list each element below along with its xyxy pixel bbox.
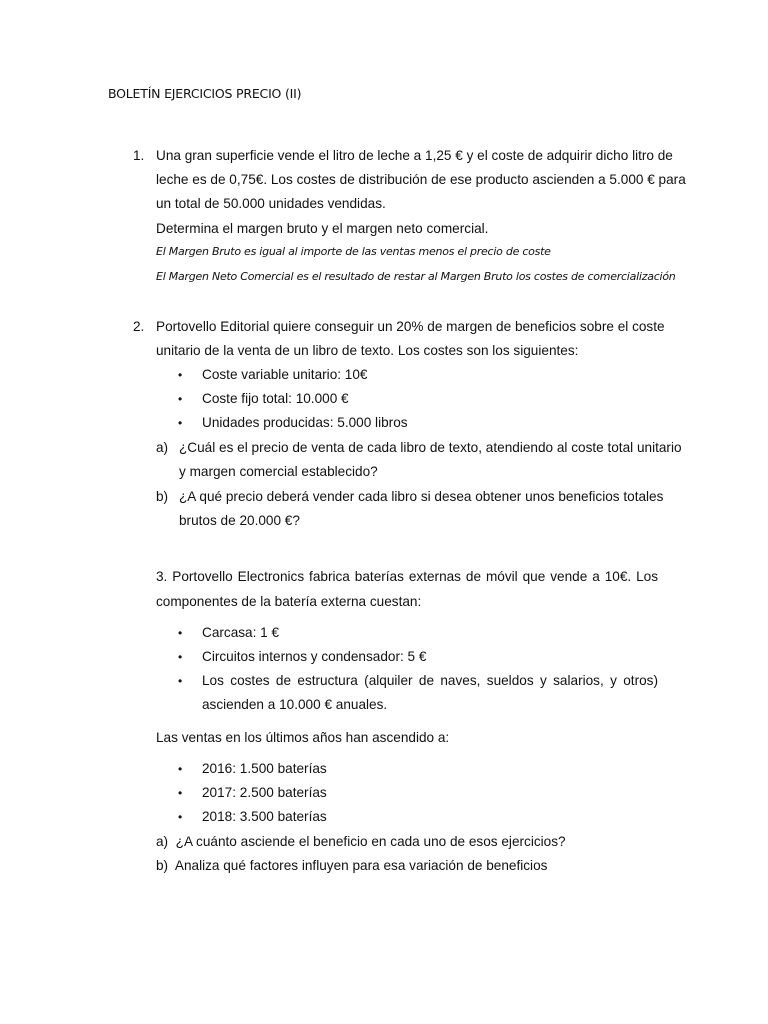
- exercise-3-sales-2017: 2017: 2.500 baterías: [202, 785, 327, 800]
- exercise-2-question-a-line-1: [179, 439, 682, 457]
- exercise-3-bullet-3-text-1: Los costes de estructura (alquiler de naves, sueldos y salarios, y otros): [202, 673, 658, 688]
- exercise-1-line-1: [156, 147, 673, 165]
- exercise-3-text-1: 3. Portovello Electronics fabrica baterías externas de móvil que vende a 10€. Los: [156, 569, 658, 584]
- exercise-1-number: 1.: [133, 148, 145, 163]
- bullet: •: [178, 786, 183, 800]
- exercise-1-line-4: Determina el margen bruto y el margen neto comercial.: [156, 221, 489, 236]
- exercise-1-line-3: un total de 50.000 unidades vendidas.: [156, 196, 386, 211]
- exercise-2-bullet-1: Coste variable unitario: 10€: [202, 367, 368, 382]
- exercise-3-sales-intro: Las ventas en los últimos años han ascendido a:: [156, 730, 450, 745]
- bullet: •: [178, 762, 183, 776]
- exercise-2-number: 2.: [133, 319, 145, 334]
- exercise-2-line-1: [156, 318, 665, 336]
- exercise-2-bullet-3: Unidades producidas: 5.000 libros: [202, 415, 408, 430]
- exercise-3-line-1: [156, 568, 658, 586]
- exercise-2-text-1: Portovello Editorial quiere conseguir un 20% de margen de beneficios sobre el coste: [156, 319, 665, 334]
- bullet: •: [178, 650, 183, 664]
- exercise-2-question-a-text-1: ¿Cuál es el precio de venta de cada libro de texto, atendiendo al coste total unitario: [179, 440, 682, 455]
- exercise-3-sales-2016: 2016: 1.500 baterías: [202, 761, 327, 776]
- exercise-1-note-2: El Margen Neto Comercial es el resultado de restar al Margen Bruto los costes de comercialización: [156, 270, 676, 283]
- exercise-3-bullet-2: Circuitos internos y condensador: 5 €: [202, 649, 427, 664]
- exercise-2-question-a-label: a): [156, 440, 169, 455]
- exercise-2-line-2: unitario de la venta de un libro de texto. Los costes son los siguientes:: [156, 343, 579, 358]
- exercise-2-question-b-label: b): [156, 489, 169, 504]
- exercise-3-bullet-3-line-1: [202, 672, 658, 690]
- exercise-1-text-1: Una gran superficie vende el litro de leche a 1,25 € y el coste de adquirir dicho litro de: [156, 148, 673, 163]
- exercise-2-question-a-line-2: y margen comercial establecido?: [179, 464, 378, 479]
- bullet: •: [178, 626, 183, 640]
- exercise-3-line-2: componentes de la batería externa cuestan:: [156, 594, 422, 609]
- bullet: •: [178, 368, 183, 382]
- exercise-2-question-b-line-2: brutos de 20.000 €?: [179, 513, 300, 528]
- bullet: •: [178, 674, 183, 688]
- exercise-1-text-2: leche es de 0,75€. Los costes de distribución de ese producto ascienden a 5.000 € para: [156, 172, 686, 187]
- document-title: BOLETÍN EJERCICIOS PRECIO (II): [108, 86, 302, 101]
- exercise-2-bullet-2: Coste fijo total: 10.000 €: [202, 391, 349, 406]
- exercise-3-bullet-3-line-2: ascienden a 10.000 € anuales.: [202, 697, 388, 712]
- exercise-2-question-b-line-1: [179, 488, 664, 506]
- exercise-2-question-b-text-1: ¿A qué precio deberá vender cada libro si desea obtener unos beneficios totales: [179, 489, 664, 504]
- exercise-3-question-a: a) ¿A cuánto asciende el beneficio en cada uno de esos ejercicios?: [156, 834, 566, 849]
- exercise-3-question-b: b) Analiza qué factores influyen para esa variación de beneficios: [156, 858, 548, 873]
- bullet: •: [178, 392, 183, 406]
- exercise-3-bullet-1: Carcasa: 1 €: [202, 625, 280, 640]
- exercise-1-note-1: El Margen Bruto es igual al importe de las ventas menos el precio de coste: [156, 245, 551, 258]
- bullet: •: [178, 416, 183, 430]
- exercise-3-sales-2018: 2018: 3.500 baterías: [202, 809, 327, 824]
- exercise-1-line-2: [156, 171, 686, 189]
- bullet: •: [178, 810, 183, 824]
